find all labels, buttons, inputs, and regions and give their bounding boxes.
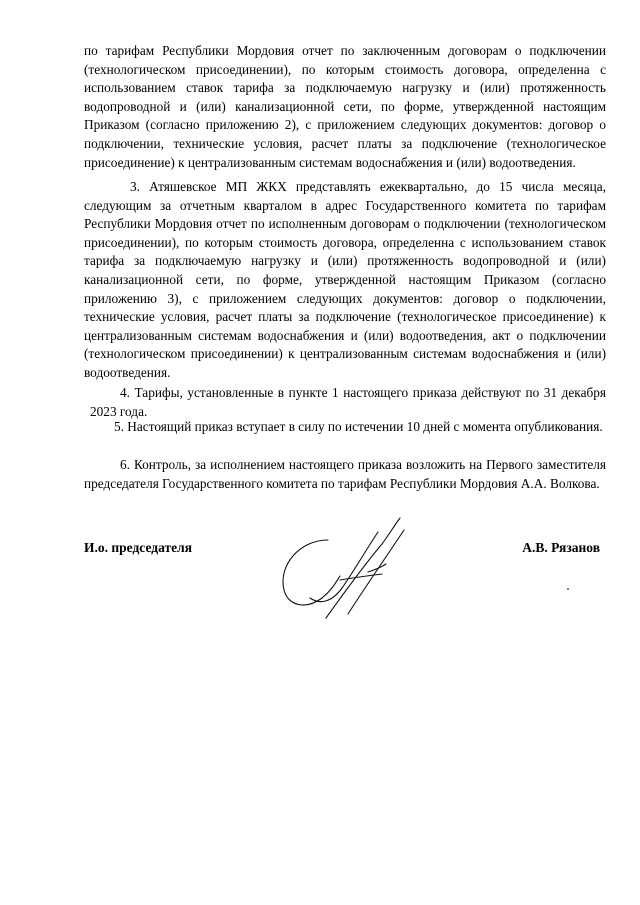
ink-dot	[567, 588, 569, 590]
position-title: И.о. председателя	[84, 540, 193, 555]
paragraph-continuation: по тарифам Республики Мордовия отчет по заключенным договорам о подключении (технологическом присоединении), по которым стоимость договора, определенна с использованием ставок тарифа за подключаемую нагрузку и (или) протяженность водопроводной и (или) канализационной сети, по форме, утвержденной настоящим Приказом (согласно приложению 2), с приложением следующих документов: договор о подключении, технические условия, расчет платы за подключение (технологическое присоединение) к централизованным системам водоснабжения и (или) водоотведения.	[84, 43, 606, 170]
paragraph-item-3: 3. Атяшевское МП ЖКХ представлять ежеквартально, до 15 числа месяца, следующим за отчетным кварталом в адрес Государственного комитета по тарифам Республики Мордовия отчет по исполненным договорам о подключении (технологическом присоединении), по которым стоимость договора, определенна с использованием ставок тарифа за подключаемую нагрузку и (или) протяженность водопроводной и (или) канализационной сети, по форме, утвержденной настоящим Приказом (согласно приложению 3), с приложением следующих документов: договор о подключении, технические условия, расчет платы за подключение (технологическое присоединение) к централизованным системам водоснабжения и (или) водоотведения, акт о подключении (технологическом присоединении) к централизованным системам водоснабжения и (или) водоотведения.	[84, 179, 606, 380]
paragraph-item-4: 4. Тарифы, установленные в пункте 1 настоящего приказа действуют по 31 декабря 2023 года.	[90, 385, 606, 419]
paragraph-item-6: 6. Контроль, за исполнением настоящего приказа возложить на Первого заместителя председателя Государственного комитета по тарифам Республики Мордовия А.А. Волкова.	[84, 457, 606, 491]
paragraph-item-5: 5. Настоящий приказ вступает в силу по истечении 10 дней с момента опубликования.	[114, 419, 603, 434]
handwritten-signature	[270, 510, 420, 625]
signer-name: А.В. Рязанов	[522, 540, 600, 555]
